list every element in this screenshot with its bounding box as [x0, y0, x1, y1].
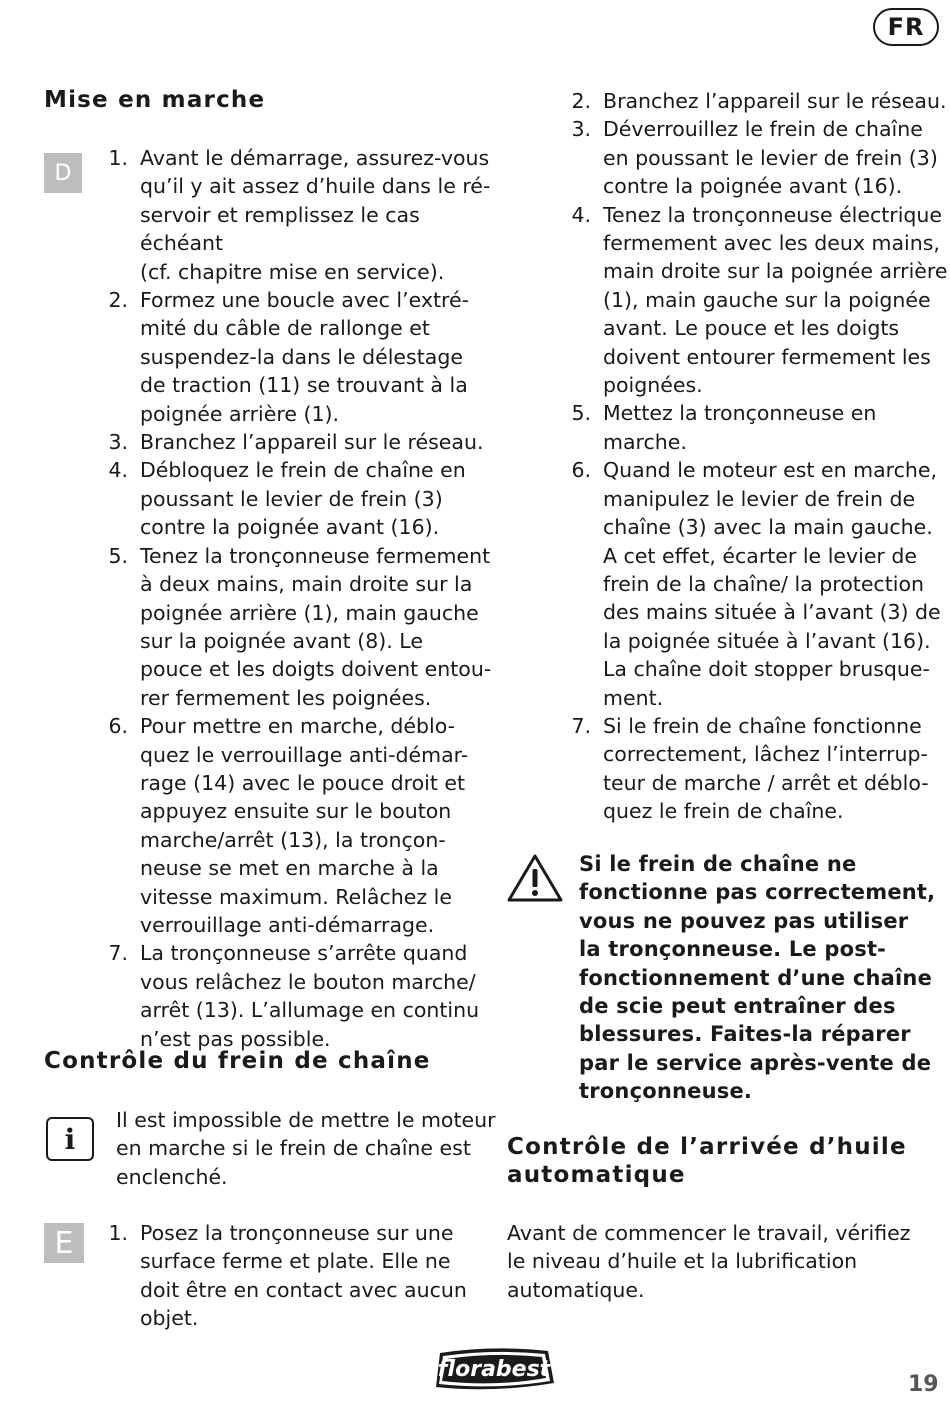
heading-controle-huile [507, 1133, 947, 1189]
list-item [569, 712, 949, 826]
step-text-line: la poignée située à l’avant (16). [603, 628, 931, 653]
step-text-line: des mains située à l’avant (3) de [603, 600, 941, 625]
oil-check-paragraph [507, 1219, 937, 1304]
list-item [106, 144, 506, 286]
step-number: 5. [571, 401, 591, 426]
step-text-line: doit être en contact avec aucun [140, 1277, 467, 1302]
step-number: 4. [571, 202, 591, 227]
step-text-line: Avant le démarrage, assurez-vous [140, 146, 490, 170]
text-line: le niveau d’huile et la lubrification [507, 1249, 858, 1274]
heading-controle-frein: Contrôle du frein de chaîne [44, 1048, 431, 1074]
step-text-line: contre la poignée avant (16). [603, 174, 903, 199]
step-number: 3. [571, 117, 591, 142]
info-icon: i [46, 1117, 94, 1161]
step-text-line: doivent entourer fermement les [603, 344, 931, 369]
text-line: Avant de commencer le travail, vérifiez [507, 1221, 911, 1245]
step-number: 6. [571, 458, 591, 483]
step-text-line: de traction (11) se trouvant à la [140, 373, 468, 398]
step-number: 2. [571, 89, 591, 113]
step-text-line: pouce et les doigts doivent entou- [140, 657, 492, 682]
text-line: fonctionnement d’une chaîne [579, 965, 933, 990]
list-controle-frein-cont [569, 87, 949, 826]
step-text-line: rage (14) avec le pouce droit et [140, 770, 466, 795]
step-text-line: arrêt (13). L’allumage en continu [140, 998, 480, 1023]
step-text-line: servoir et remplissez le cas échéant [140, 202, 420, 256]
list-item [106, 428, 506, 456]
text-line: enclenché. [116, 1164, 228, 1189]
list-item [569, 399, 949, 456]
list-item [106, 939, 506, 1053]
step-text-line: A cet effet, écarter le levier de [603, 543, 918, 568]
step-text-line: Pour mettre en marche, déblo- [140, 714, 456, 739]
step-number: 4. [108, 458, 128, 483]
step-text-line: vitesse maximum. Relâchez le [140, 884, 452, 909]
step-text-line: Formez une boucle avec l’extré- [140, 288, 470, 313]
step-text-line: correctement, lâchez l’interrup- [603, 742, 928, 767]
step-text-line: Déverrouillez le frein de chaîne [603, 117, 923, 142]
step-text-line: Mettez la tronçonneuse en [603, 401, 877, 426]
step-text-line: teur de marche / arrêt et déblo- [603, 770, 929, 795]
step-text-line: Quand le moteur est en marche, [603, 458, 938, 483]
step-number: 7. [108, 941, 128, 966]
text-line: par le service après-vente de [579, 1050, 932, 1075]
step-text-line: main droite sur la poignée arrière [603, 259, 948, 284]
step-number: 3. [108, 430, 128, 455]
list-mise-en-marche [106, 144, 506, 1053]
list-controle-frein [106, 1219, 506, 1333]
text-line: la tronçonneuse. Le post- [579, 937, 887, 962]
text-line: tronçonneuse. [579, 1079, 753, 1104]
step-text-line: Si le frein de chaîne fonctionne [603, 713, 922, 738]
list-item [106, 286, 506, 428]
step-text-line: poussant le levier de frein (3) [140, 486, 443, 511]
step-text-line: sur la poignée avant (8). Le [140, 628, 423, 653]
step-text-line: appuyez ensuite sur le bouton [140, 799, 452, 824]
step-text-line: contre la poignée avant (16). [140, 515, 440, 540]
step-text-line: neuse se met en marche à la [140, 856, 439, 881]
step-text-line: (cf. chapitre mise en service). [140, 259, 445, 284]
step-text-line: poignées. [603, 373, 703, 398]
text-line: automatique [507, 1162, 686, 1188]
step-text-line: Posez la tronçonneuse sur une [140, 1221, 454, 1245]
step-text-line: fermement avec les deux mains, [603, 231, 940, 256]
step-text-line: Tenez la tronçonneuse fermement [140, 543, 491, 568]
step-number: 6. [108, 714, 128, 739]
page-number: 19 [908, 1372, 939, 1397]
step-number: 7. [571, 713, 591, 738]
step-text-line: Branchez l’appareil sur le réseau. [603, 89, 947, 113]
step-text-line: La tronçonneuse s’arrête quand [140, 941, 468, 966]
step-text-line: mité du câble de rallonge et [140, 316, 430, 341]
list-item [569, 115, 949, 200]
warning-icon [506, 852, 564, 904]
info-note [116, 1106, 496, 1191]
step-text-line: objet. [140, 1306, 199, 1331]
list-item [106, 712, 506, 939]
florabest-logo [430, 1343, 558, 1395]
list-item [106, 1219, 506, 1333]
text-line: automatique. [507, 1277, 645, 1302]
step-text-line: La chaîne doit stopper brusque- [603, 657, 930, 682]
text-line: Si le frein de chaîne ne [579, 852, 857, 876]
step-text-line: en poussant le levier de frein (3) [603, 145, 938, 170]
logo-text: florabest [437, 1357, 551, 1382]
warning-text [579, 850, 949, 1106]
step-text-line: vous relâchez le bouton marche/ [140, 969, 476, 994]
step-text-line: avant. Le pouce et les doigts [603, 316, 900, 341]
step-number: 1. [108, 146, 128, 170]
section-marker-e: E [44, 1223, 84, 1263]
step-text-line: poignée arrière (1). [140, 401, 340, 426]
list-item [106, 542, 506, 712]
step-text-line: marche/arrêt (13), la tronçon- [140, 827, 446, 852]
text-line: Il est impossible de mettre le moteur [116, 1108, 496, 1132]
step-number: 5. [108, 543, 128, 568]
step-text-line: frein de la chaîne/ la protection [603, 571, 924, 596]
step-text-line: quez le verrouillage anti-démar- [140, 742, 469, 767]
step-text-line: Tenez la tronçonneuse électrique [603, 202, 943, 227]
section-marker-d: D [44, 153, 82, 193]
heading-mise-en-marche: Mise en marche [44, 87, 266, 113]
step-text-line: à deux mains, main droite sur la [140, 572, 473, 597]
text-line: en marche si le frein de chaîne est [116, 1136, 471, 1161]
step-text-line: n’est pas possible. [140, 1026, 331, 1051]
list-item [569, 201, 949, 400]
step-text-line: chaîne (3) avec la main gauche. [603, 515, 933, 540]
step-text-line: poignée arrière (1), main gauche [140, 600, 479, 625]
step-number: 1. [108, 1221, 128, 1245]
step-number: 2. [108, 288, 128, 313]
step-text-line: rer fermement les poignées. [140, 685, 432, 710]
language-badge: FR [873, 8, 939, 46]
step-text-line: marche. [603, 429, 687, 454]
step-text-line: (1), main gauche sur la poignée [603, 287, 931, 312]
step-text-line: ment. [603, 685, 664, 710]
text-line: de scie peut entraîner des [579, 994, 896, 1019]
step-text-line: quez le frein de chaîne. [603, 799, 844, 824]
step-text-line: verrouillage anti-démarrage. [140, 912, 435, 937]
step-text-line: qu’il y ait assez d’huile dans le ré- [140, 174, 491, 199]
step-text-line: surface ferme et plate. Elle ne [140, 1249, 451, 1274]
step-text-line: manipulez le levier de frein de [603, 486, 916, 511]
step-text-line: Branchez l’appareil sur le réseau. [140, 430, 484, 455]
list-item [569, 456, 949, 712]
text-line: fonctionne pas correctement, [579, 880, 936, 905]
text-line: vous ne pouvez pas utiliser [579, 908, 909, 933]
text-line: Contrôle de l’arrivée d’huile [507, 1134, 907, 1160]
step-text-line: suspendez-la dans le délestage [140, 344, 463, 369]
step-text-line: Débloquez le frein de chaîne en [140, 458, 466, 483]
list-item [569, 87, 949, 115]
list-item [106, 456, 506, 541]
text-line: blessures. Faites-la réparer [579, 1022, 911, 1047]
